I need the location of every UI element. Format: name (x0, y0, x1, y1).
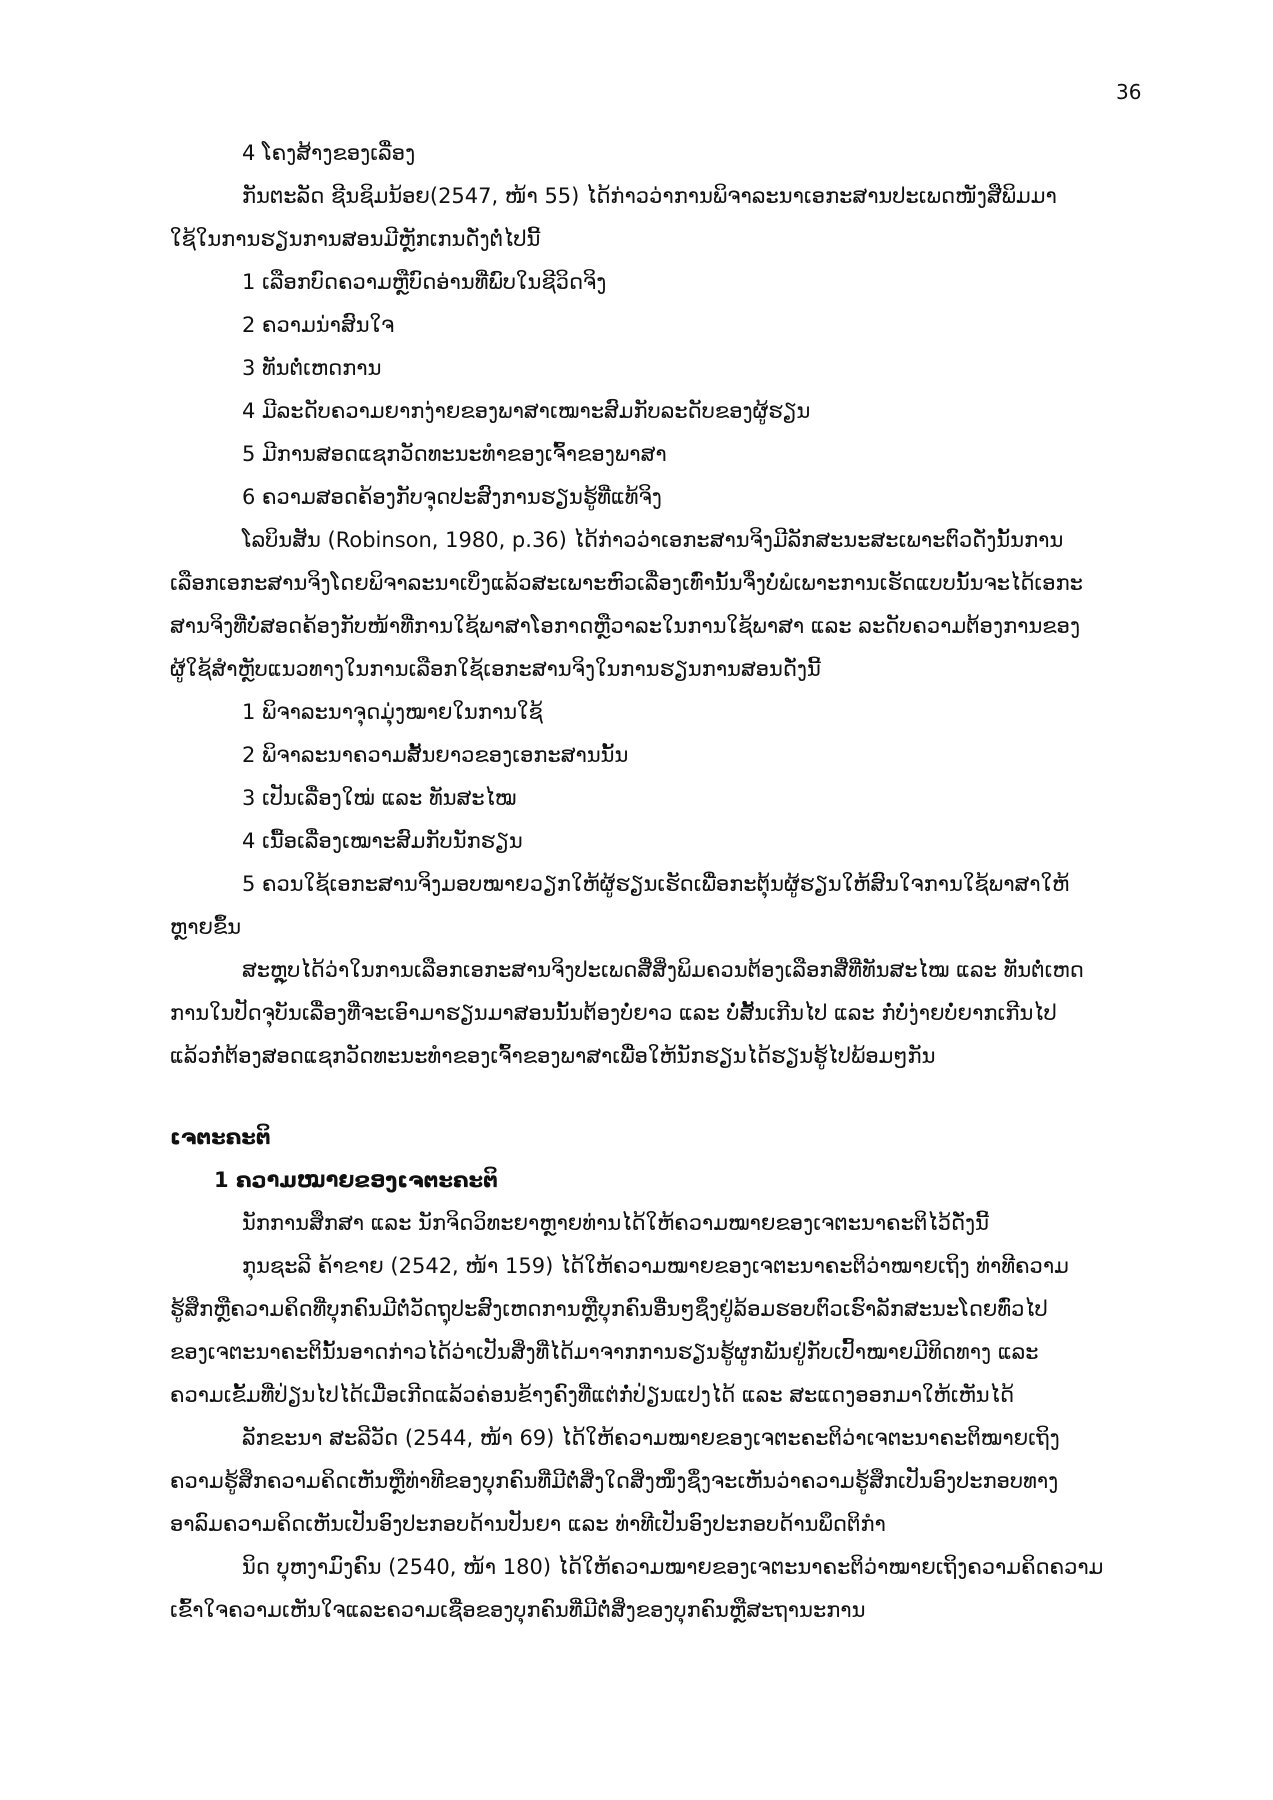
paragraph-line: ການໃນປັດຈຸບັນເລື່ອງທີ່ຈະເອົາມາຮຽນມາສອນນັ້ນຕ້ອງບໍ່ຍາວ ແລະ ບໍ່ສັ້ນເກີນໄປ ແລະ ກໍ່ບໍ່ງ່າຍບໍ່ຍາກເກີນໄປ (170, 1001, 1057, 1025)
paragraph-line: ເລືອກເອກະສານຈິງໂດຍພິຈາລະນາເບິ່ງແລ້ວສະເພາະຫົວເລື່ອງເທົ່ານັ້ນຈຶ່ງບໍ່ພໍເພາະການເຮັດແບບນັ້ນຈະໄດ້ເອກະ (170, 571, 1083, 595)
paragraph-line: ຜູ້ໃຊ້ສຳຫຼັບແນວທາງໃນການເລືອກໃຊ້ເອກະສານຈິງໃນການຮຽນການສອນດັ່ງນີ້ (170, 657, 821, 681)
list-item: 4 ມີລະດັບຄວາມຍາກງ່າຍຂອງພາສາເໝາະສົມກັບລະດັບຂອງຜູ້ຮຽນ (242, 399, 811, 423)
paragraph-line: ແລ້ວກໍ່ຕ້ອງສອດແຊກວັດທະນະທຳຂອງເຈົ້າຂອງພາສາເພື່ອໃຫ້ນັກຮຽນໄດ້ຮຽນຮູ້ໄປພ້ອມໆກັນ (170, 1044, 936, 1068)
paragraph-line: ນິດ ບຸຫງາມົງຄົນ (2540, ໜ້າ 180) ໄດ້ໃຫ້ຄວາມໝາຍຂອງເຈຕະນາຄະຕິວ່າໝາຍເຖິງຄວາມຄິດຄວາມ (242, 1555, 1104, 1579)
paragraph-line: ສະຫຼຸບໄດ້ວ່າໃນການເລືອກເອກະສານຈິງປະເພດສື່ສິ່ງພິມຄວນຕ້ອງເລືອກສື່ທີ່ທັນສະໄໝ ແລະ ທັນຕໍ່ເຫດ (242, 958, 1084, 982)
list-item: 4 ເນື້ອເລື່ອງເໝາະສົມກັບນັກຮຽນ (242, 829, 523, 853)
paragraph-line: ອາລົມຄວາມຄິດເຫັນເປັນອົງປະກອບດ້ານປັນຍາ ແລະ ທ່າທີເປັນອົງປະກອບດ້ານພຶດຕິກຳ (170, 1512, 886, 1536)
subsection-title: 1 ຄວາມໝາຍຂອງເຈຕະຄະຕິ (214, 1168, 498, 1192)
list-item: 2 ພິຈາລະນາຄວາມສັ້ນຍາວຂອງເອກະສານນັ້ນ (242, 743, 629, 767)
list-item: 2 ຄວາມນ່າສົນໃຈ (242, 313, 395, 337)
list-item: 5 ມີການສອດແຊກວັດທະນະທຳຂອງເຈົ້າຂອງພາສາ (242, 442, 667, 466)
list-item: 1 ເລືອກບົດຄວາມຫຼືບົດອ່ານທີ່ພົບໃນຊີວິດຈິງ (242, 270, 607, 294)
list-item: 1 ພິຈາລະນາຈຸດມຸ່ງໝາຍໃນການໃຊ້ (242, 700, 543, 724)
paragraph-line: ຄວາມເຂັ້ມທີ່ປ່ຽນໄປໄດ້ເມື່ອເກີດແລ້ວຄ່ອນຂ້າງຄົງທີ່ແຕ່ກໍ່ປ່ຽນແປງໄດ້ ແລະ ສະແດງອອກມາໃຫ້ເຫັນໄດ້ (170, 1383, 1014, 1407)
paragraph-line: ເຂົ້າໃຈຄວາມເຫັນໃຈແລະຄວາມເຊື່ອຂອງບຸກຄົນທີ່ມີຕໍ່ສິ່ງຂອງບຸກຄົນຫຼືສະຖານະການ (170, 1598, 866, 1622)
paragraph-line: ນັກການສຶກສາ ແລະ ນັກຈິດວິທະຍາຫຼາຍທ່ານໄດ້ໃຫ້ຄວາມໝາຍຂອງເຈຕະນາຄະຕິໄວ້ດັ່ງນີ້ (242, 1211, 989, 1235)
paragraph-line: ຄວາມຮູ້ສຶກຄວາມຄິດເຫັນຫຼືທ່າທີຂອງບຸກຄົນທີ່ມີຕໍ່ສິ່ງໃດສິ່ງໜຶ່ງຊຶ່ງຈະເຫັນວ່າຄວາມຮູ້ສຶກເປັນອົງປະກອບທາງ (170, 1469, 1059, 1493)
paragraph-line: ກັນຕະລັດ ຊີນຊິມນ້ອຍ(2547, ໜ້າ 55) ໄດ້ກ່າວວ່າການພິຈາລະນາເອກະສານປະເພດໜັງສືພິມມາ (242, 184, 1057, 208)
list-item: 6 ຄວາມສອດຄ້ອງກັບຈຸດປະສົງການຮຽນຮູ້ທີ່ແທ້ຈິງ (242, 485, 662, 509)
paragraph-line: ສານຈິງທີ່ບໍ່ສອດຄ້ອງກັບໜ້າທີ່ການໃຊ້ພາສາໂອກາດຫຼືວາລະໃນການໃຊ້ພາສາ ແລະ ລະດັບຄວາມຕ້ອງການຂອງ (170, 614, 1081, 638)
paragraph-line: ລັກຂະນາ ສະລີວັດ (2544, ໜ້າ 69) ໄດ້ໃຫ້ຄວາມໝາຍຂອງເຈຕະຄະຕິວ່າເຈຕະນາຄະຕິໝາຍເຖິງ (242, 1426, 1060, 1450)
section-heading-structure: 4 ໂຄງສ້າງຂອງເລື່ອງ (242, 141, 416, 165)
paragraph-line: ໃຊ້ໃນການຮຽນການສອນມີຫຼັກເກນດັ່ງຕໍ່ໄປນີ້ (170, 227, 541, 251)
list-item: 3 ເປັນເລື່ອງໃໝ່ ແລະ ທັນສະໄໝ (242, 786, 517, 810)
paragraph-line: ໂລບິນສັນ (Robinson, 1980, p.36) ໄດ້ກ່າວວ່າເອກະສານຈິງມີລັກສະນະສະເພາະຕົວດັ່ງນັ້ນການ (242, 528, 1064, 552)
page-number: 36 (1116, 80, 1142, 104)
paragraph-line: ຮູ້ສຶກຫຼືຄວາມຄິດທີ່ບຸກຄົນມີຕໍ່ວັດຖຸປະສົງເຫດການຫຼືບຸກຄົນອື່ນໆຊຶ່ງຢູ່ລ້ອມຮອບຕົວເຮົາລັກສະນະໂດຍທົ່ວໄປ (170, 1297, 1048, 1321)
list-item: 3 ທັນຕໍ່ເຫດການ (242, 356, 382, 380)
paragraph-line: ຫຼາຍຂຶ້ນ (170, 915, 242, 939)
section-title: ເຈຕະຄະຕິ (170, 1125, 271, 1149)
list-item: 5 ຄວນໃຊ້ເອກະສານຈິງມອບໝາຍວຽກໃຫ້ຜູ້ຮຽນເຮັດເພື່ອກະຕຸ້ນຜູ້ຮຽນໃຫ້ສົນໃຈການໃຊ້ພາສາໃຫ້ (242, 872, 1070, 896)
paragraph-line: ຂອງເຈຕະນາຄະຕິນັ້ນອາດກ່າວໄດ້ວ່າເປັນສິ່ງທີ່ໄດ້ມາຈາກການຮຽນຮູ້ຜູກພັນຢູ່ກັບເປົ້າໝາຍມີທິດທາງ ແລະ (170, 1340, 1039, 1364)
paragraph-line: ກຸນຊະລີ ຄ້າຂາຍ (2542, ໜ້າ 159) ໄດ້ໃຫ້ຄວາມໝາຍຂອງເຈຕະນາຄະຕິວ່າໝາຍເຖິງ ທ່າທີຄວາມ (242, 1254, 1069, 1278)
document-body (170, 132, 1160, 1632)
